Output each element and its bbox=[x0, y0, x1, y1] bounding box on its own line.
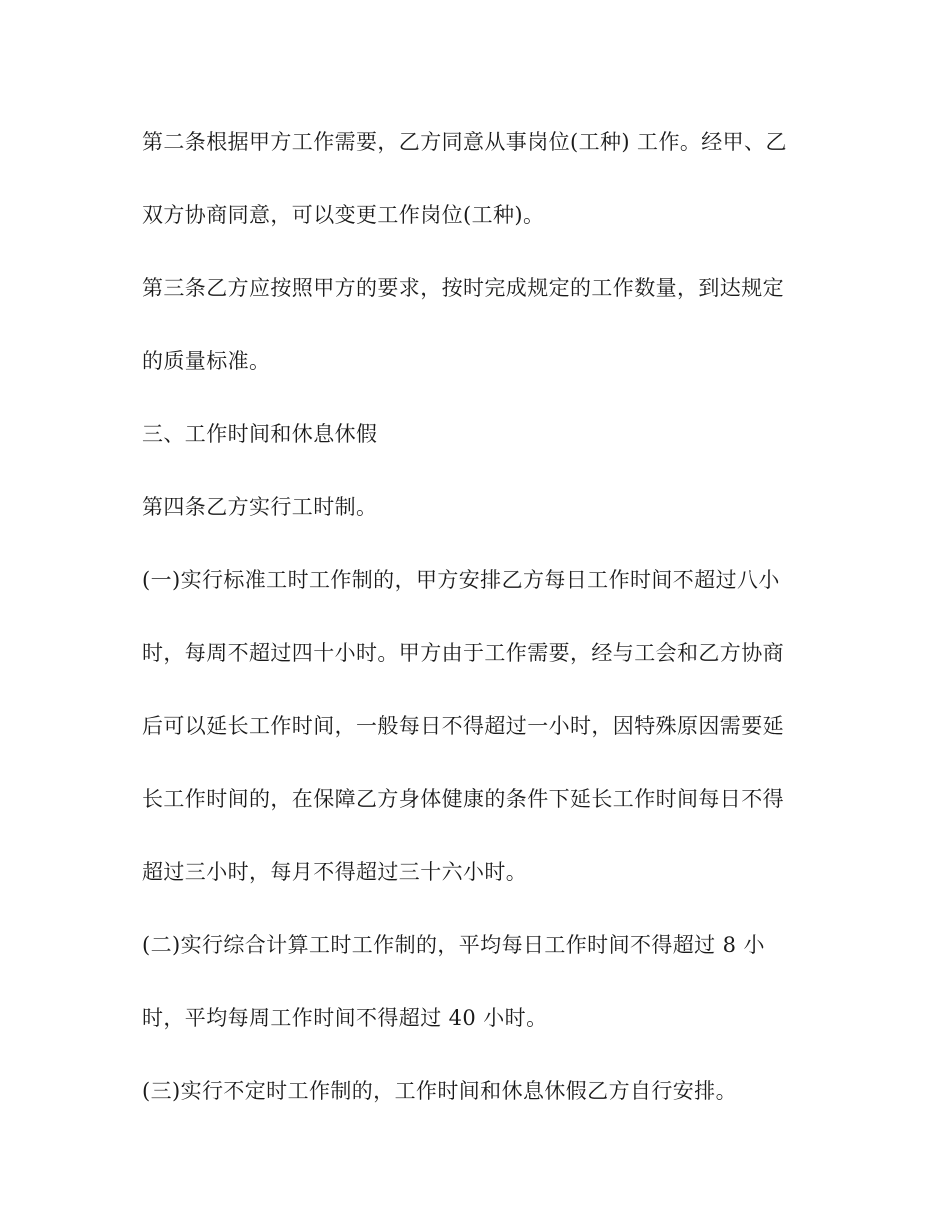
text-line: 后可以延长工作时间，一般每日不得超过一小时，因特殊原因需要延 bbox=[142, 714, 784, 738]
text-line: 长工作时间的，在保障乙方身体健康的条件下延长工作时间每日不得 bbox=[142, 787, 784, 811]
text-line: 时，每周不超过四十小时。甲方由于工作需要，经与工会和乙方协商 bbox=[142, 641, 784, 665]
text-line: 的质量标准。 bbox=[142, 349, 271, 373]
text-line: 超过三小时，每月不得超过三十六小时。 bbox=[142, 860, 528, 884]
text-line: 双方协商同意，可以变更工作岗位(工种)。 bbox=[142, 203, 545, 227]
text-line: (三)实行不定时工作制的，工作时间和休息休假乙方自行安排。 bbox=[142, 1079, 737, 1103]
text-line: (一)实行标准工时工作制的，甲方安排乙方每日工作时间不超过八小 bbox=[142, 568, 780, 592]
section-heading: 三、工作时间和休息休假 bbox=[142, 422, 378, 446]
text-line: 第二条根据甲方工作需要，乙方同意从事岗位(工种) 工作。经甲、乙 bbox=[142, 130, 787, 154]
text-line: (二)实行综合计算工时工作制的，平均每日工作时间不得超过 8 小 bbox=[142, 933, 765, 957]
text-line: 时，平均每周工作时间不得超过 40 小时。 bbox=[142, 1006, 548, 1030]
text-line: 第四条乙方实行工时制。 bbox=[142, 495, 378, 519]
text-line: 第三条乙方应按照甲方的要求，按时完成规定的工作数量，到达规定 bbox=[142, 276, 784, 300]
